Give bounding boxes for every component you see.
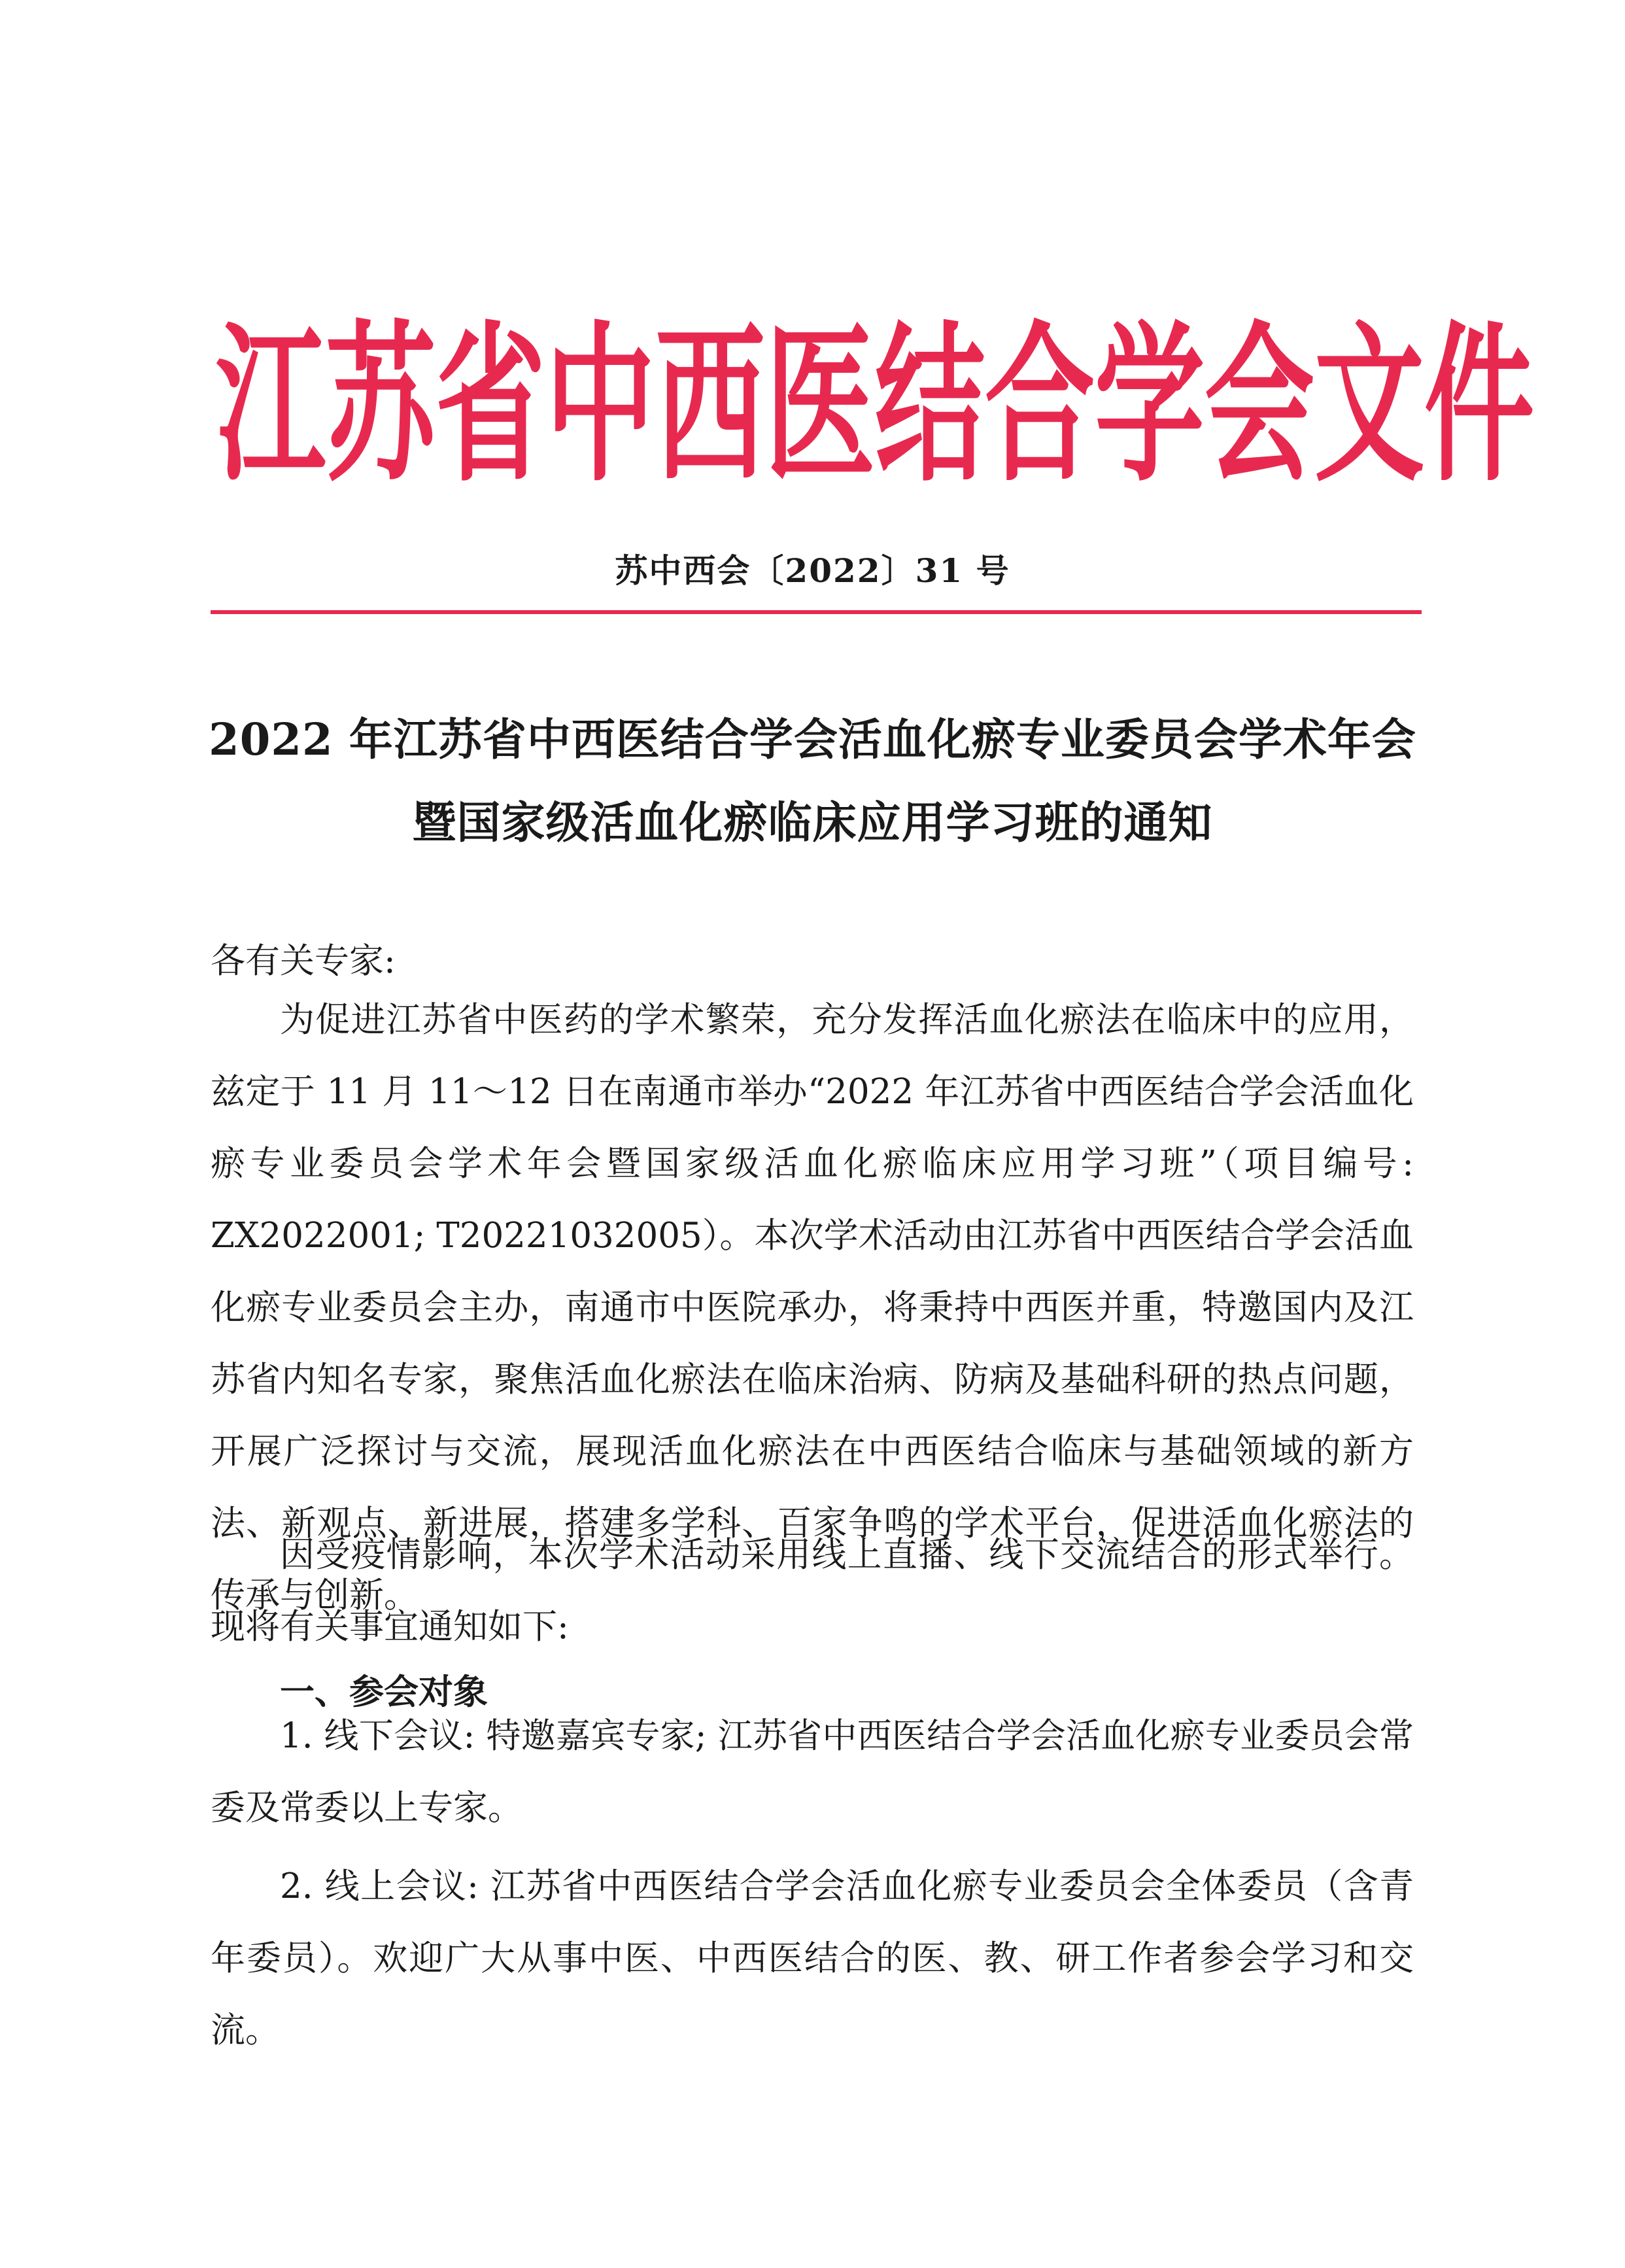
attendees-item-online: 2. 线上会议: 江苏省中西医结合学会活血化瘀专业委员会全体委员（含青年委员）。欢迎广大从事中医、中西医结合的医、教、研工作者参会学习和交流。: [211, 1866, 1414, 2050]
masthead-char: 医: [765, 306, 875, 505]
masthead-char: 省: [436, 306, 545, 505]
masthead-char: 合: [985, 306, 1095, 505]
intro-paragraph: 为促进江苏省中医药的学术繁荣，充分发挥活血化瘀法在临床中的应用，兹定于 11 月 11～12 日在南通市举办“2022 年江苏省中西医结合学会活血化瘀专业委员会学术年会暨国家级活血化瘀临床应用学习班”（项目编号: ZX2022001; T20221032005）。本次学术活动由江苏省中西医结合学会活血化瘀专业委员会主办，南通市中医院承办，将秉持中西医并重，特邀国内及江苏省内知名专家，聚焦活血化瘀法在临床治病、防病及基础科研的热点问题，开展广泛探讨与交流，展现活血化瘀法在中西医结合临床与基础领域的新方法、新观点、新进展，搭建多学科、百家争鸣的学术平台，促进活血化瘀法的传承与创新。: [211, 1000, 1414, 1615]
masthead-char: 中: [545, 306, 655, 505]
masthead-char: 文: [1314, 306, 1424, 505]
notice-title-line-2: 暨国家级活血化瘀临床应用学习班的通知: [412, 797, 1213, 848]
masthead-char: 学: [1095, 306, 1205, 505]
section-heading-attendees: 一、参会对象: [280, 1672, 488, 1712]
masthead-char: 会: [1205, 306, 1314, 505]
format-paragraph: 因受疫情影响，本次学术活动采用线上直播、线下交流结合的形式举行。现将有关事宜通知如下:: [211, 1535, 1414, 1647]
masthead-char: 江: [216, 306, 326, 505]
masthead-char: 苏: [326, 306, 436, 505]
salutation: 各有关专家:: [211, 941, 396, 981]
masthead-char: 结: [875, 306, 985, 505]
masthead-char: 西: [655, 306, 765, 505]
document-number: 苏中西会〔2022〕31 号: [615, 551, 1010, 590]
masthead: [216, 306, 1534, 505]
masthead-char: 件: [1424, 306, 1534, 505]
notice-title-line-1: 2022 年江苏省中西医结合学会活血化瘀专业委员会学术年会: [209, 713, 1416, 765]
attendees-item-offline: 1. 线下会议: 特邀嘉宾专家; 江苏省中西医结合学会活血化瘀专业委员会常委及常委以上专家。: [211, 1716, 1414, 1828]
red-divider-line: [211, 610, 1422, 614]
